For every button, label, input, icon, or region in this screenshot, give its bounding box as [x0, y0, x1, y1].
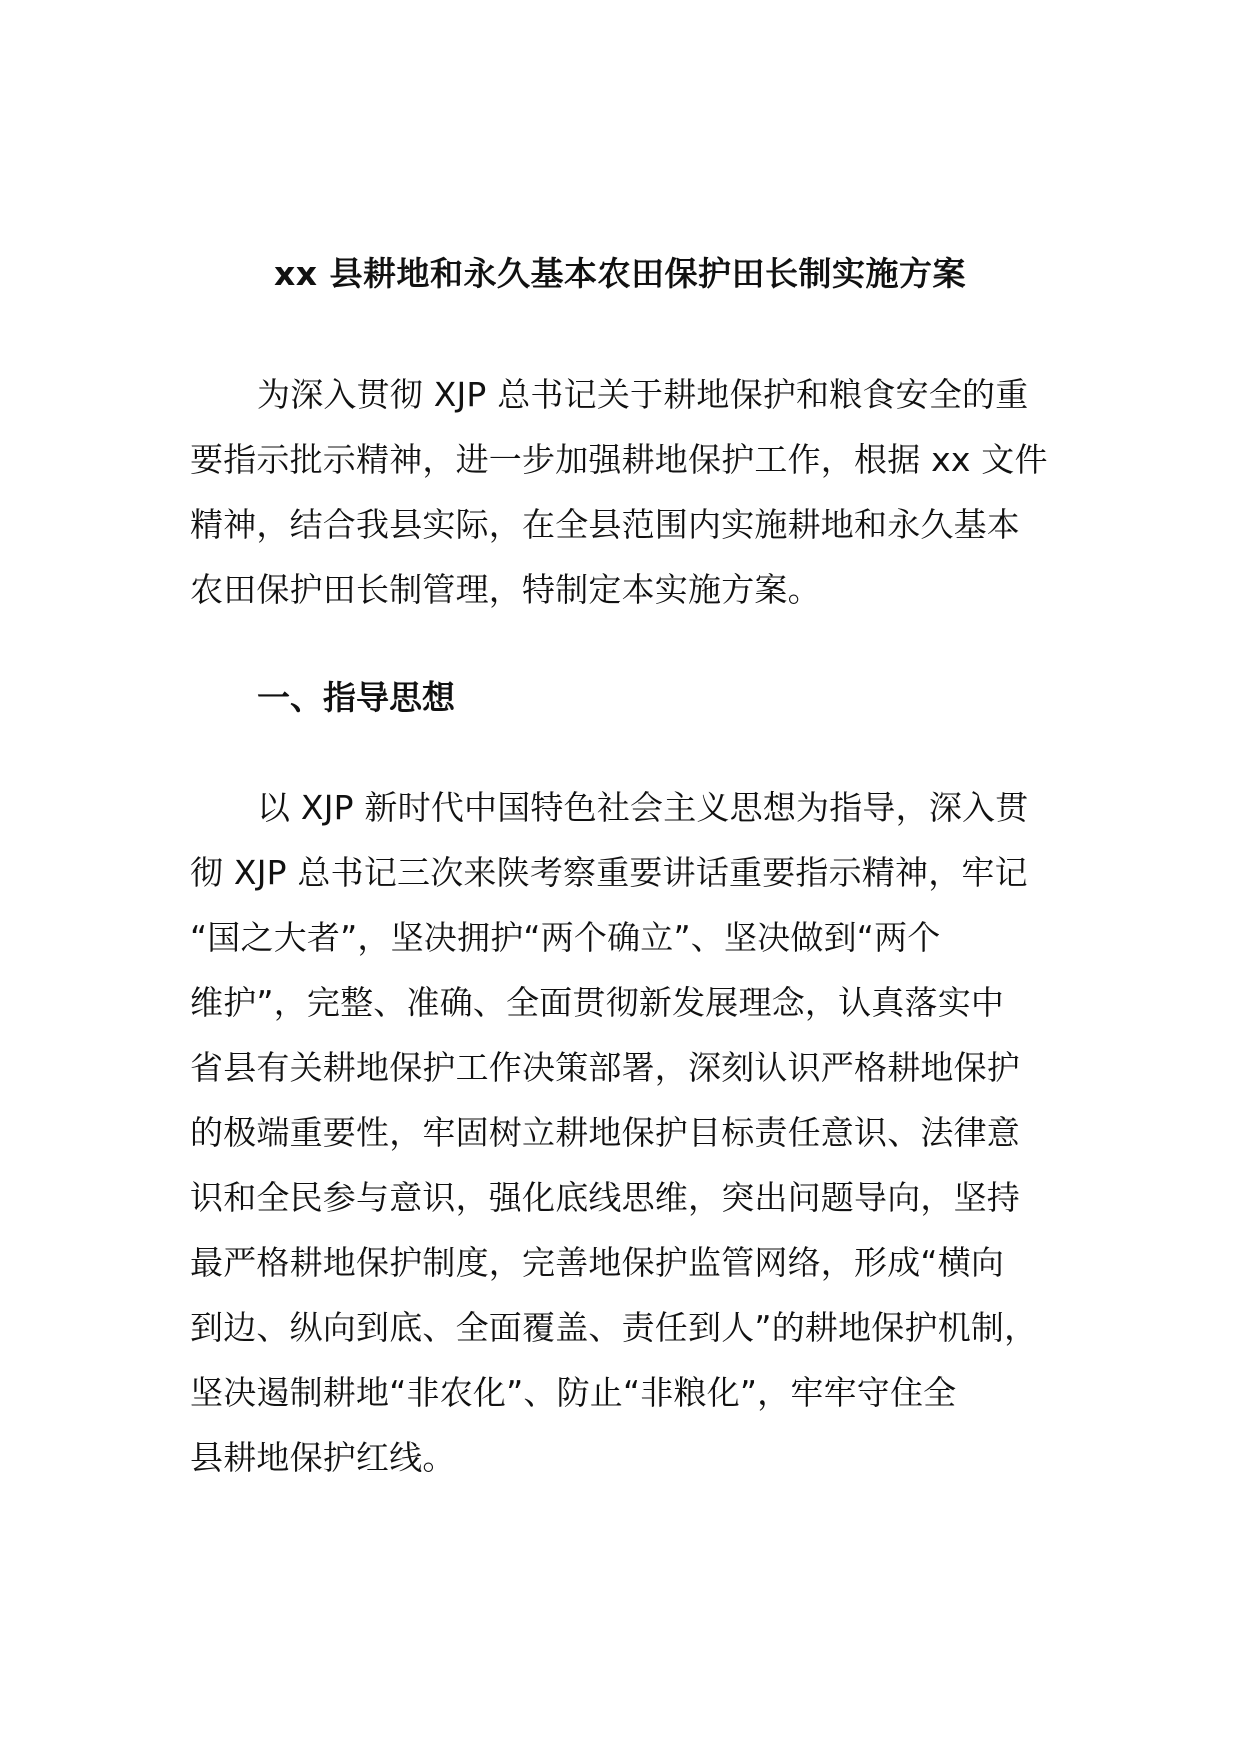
paragraph-line: 最严格耕地保护制度，完善地保护监管网络，形成“横向 — [190, 1243, 1005, 1282]
paragraph-line: 县耕地保护红线。 — [190, 1438, 456, 1477]
paragraph-line: 坚决遏制耕地“非农化”、防止“非粮化”，牢牢守住全 — [190, 1373, 957, 1412]
paragraph-line: 的极端重要性，牢固树立耕地保护目标责任意识、法律意 — [190, 1113, 1020, 1152]
paragraph-line: 要指示批示精神，进一步加强耕地保护工作，根据 xx 文件 — [190, 440, 1048, 479]
document-title: xx 县耕地和永久基本农田保护田长制实施方案 — [273, 254, 967, 293]
section-heading-guiding-ideology: 一、指导思想 — [257, 678, 455, 717]
paragraph-line: “国之大者”，坚决拥护“两个确立”、坚决做到“两个 — [190, 918, 941, 957]
paragraph-line: 到边、纵向到底、全面覆盖、责任到人”的耕地保护机制， — [190, 1308, 1038, 1347]
paragraph-line: 彻 XJP 总书记三次来陕考察重要讲话重要指示精神，牢记 — [190, 853, 1028, 892]
paragraph-line: 维护”，完整、准确、全面贯彻新发展理念，认真落实中 — [190, 983, 1005, 1022]
paragraph-line: 农田保护田长制管理，特制定本实施方案。 — [190, 570, 821, 609]
paragraph-line: 为深入贯彻 XJP 总书记关于耕地保护和粮食安全的重 — [257, 375, 1029, 414]
paragraph-line: 识和全民参与意识，强化底线思维，突出问题导向，坚持 — [190, 1178, 1020, 1217]
paragraph-line: 省县有关耕地保护工作决策部署，深刻认识严格耕地保护 — [190, 1048, 1020, 1087]
paragraph-line: 精神，结合我县实际，在全县范围内实施耕地和永久基本 — [190, 505, 1020, 544]
paragraph-line: 以 XJP 新时代中国特色社会主义思想为指导，深入贯 — [257, 788, 1029, 827]
